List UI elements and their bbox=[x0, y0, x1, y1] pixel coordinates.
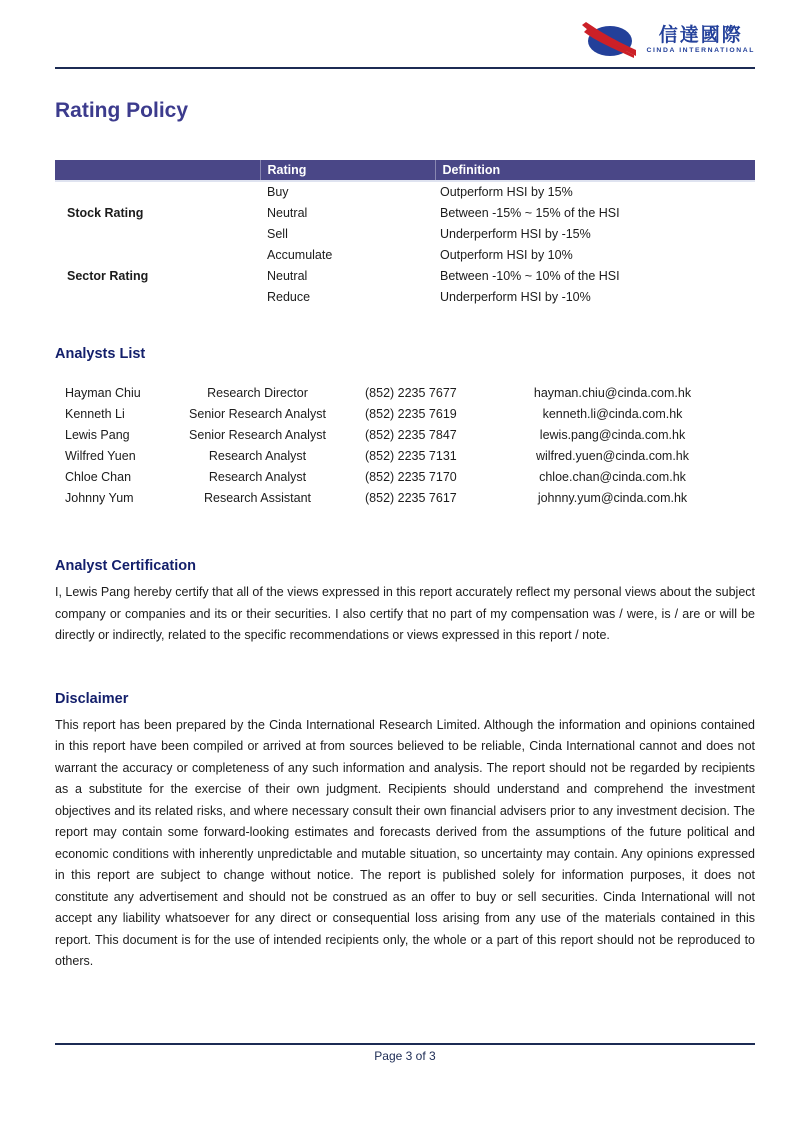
definition-cell: Between -10% ~ 10% of the HSI bbox=[440, 268, 620, 283]
analyst-name: Lewis Pang bbox=[65, 427, 130, 442]
analyst-name: Chloe Chan bbox=[65, 469, 132, 484]
analyst-row bbox=[55, 424, 755, 445]
analyst-row bbox=[55, 382, 755, 403]
page-title: Rating Policy bbox=[55, 99, 189, 122]
analyst-email: lewis.pang@cinda.com.hk bbox=[539, 427, 686, 442]
definition-cell: Underperform HSI by -10% bbox=[440, 289, 591, 304]
page-number: Page 3 of 3 bbox=[374, 1049, 436, 1063]
analyst-role: Senior Research Analyst bbox=[189, 406, 326, 421]
logo-chinese-text: 信達國際 bbox=[658, 24, 743, 46]
rating-table-header-row bbox=[55, 160, 755, 181]
rating-cell: Neutral bbox=[267, 205, 308, 220]
analyst-name: Kenneth Li bbox=[65, 406, 125, 421]
analyst-name: Wilfred Yuen bbox=[65, 448, 136, 463]
definition-cell: Between -15% ~ 15% of the HSI bbox=[440, 205, 620, 220]
analyst-email: hayman.chiu@cinda.com.hk bbox=[533, 385, 692, 400]
analyst-phone: (852) 2235 7170 bbox=[365, 469, 457, 484]
header-divider bbox=[55, 67, 755, 69]
definition-cell: Outperform HSI by 15% bbox=[440, 185, 573, 199]
rating-header-empty bbox=[55, 160, 260, 181]
analyst-phone: (852) 2235 7847 bbox=[365, 427, 457, 442]
certification-title: Analyst Certification bbox=[55, 558, 196, 574]
page-content bbox=[55, 99, 755, 973]
analyst-row bbox=[55, 487, 755, 508]
analyst-row bbox=[55, 403, 755, 424]
analyst-email: johnny.yum@cinda.com.hk bbox=[537, 490, 688, 505]
rating-header-rating: Rating bbox=[260, 160, 435, 181]
analysts-table bbox=[55, 382, 755, 508]
rating-cell: Accumulate bbox=[267, 247, 333, 262]
rating-policy-table bbox=[55, 160, 755, 307]
analysts-list-title: Analysts List bbox=[55, 346, 146, 362]
cinda-logo-icon bbox=[580, 20, 638, 60]
analyst-name: Hayman Chiu bbox=[65, 385, 141, 400]
analyst-role: Research Assistant bbox=[204, 490, 311, 505]
rating-cell: Buy bbox=[267, 185, 289, 199]
disclaimer-section bbox=[55, 691, 755, 973]
analyst-email: chloe.chan@cinda.com.hk bbox=[539, 469, 686, 484]
analyst-row bbox=[55, 466, 755, 487]
analyst-phone: (852) 2235 7619 bbox=[365, 406, 457, 421]
cinda-logo bbox=[580, 20, 755, 60]
certification-section bbox=[55, 558, 755, 647]
definition-cell: Outperform HSI by 10% bbox=[440, 247, 573, 262]
analyst-name: Johnny Yum bbox=[65, 490, 134, 505]
logo-english-text: CINDA INTERNATIONAL bbox=[646, 46, 755, 54]
footer-divider bbox=[55, 1043, 755, 1045]
analyst-role: Research Director bbox=[207, 385, 308, 400]
analyst-role: Research Analyst bbox=[208, 448, 307, 463]
rating-cell: Sell bbox=[267, 226, 288, 241]
definition-cell: Underperform HSI by -15% bbox=[440, 226, 591, 241]
rating-cell: Reduce bbox=[267, 289, 311, 304]
stock-rating-label: Stock Rating bbox=[67, 206, 144, 220]
analyst-phone: (852) 2235 7677 bbox=[365, 385, 457, 400]
rating-header-definition: Definition bbox=[435, 160, 755, 181]
table-row bbox=[55, 244, 755, 265]
rating-cell: Neutral bbox=[267, 268, 308, 283]
analysts-section bbox=[55, 346, 755, 508]
sector-rating-label: Sector Rating bbox=[67, 268, 149, 283]
analyst-email: kenneth.li@cinda.com.hk bbox=[542, 406, 683, 421]
analyst-role: Research Analyst bbox=[208, 469, 307, 484]
table-row bbox=[55, 181, 755, 202]
disclaimer-body: This report has been prepared by the Cinda International Research Limited. Although the information and opinions contained in this report have been compiled or arrived at from sources believed to be reliable, Cinda International cannot and does not warrant the accuracy or completeness of any such information and analysis. The report should not be regarded by recipients as a substitute for the exercise of their own judgment. Recipients should understand and comprehend the investment objectives and its related risks, and where necessary consult their own financial advisers prior to any investment decision. The report may contain some forward-looking estimates and forecasts derived from the assumptions of the future political and economic conditions with inherently unpredictable and mutable situation, so uncertainty may contain. Any opinions expressed in this report are subject to change without notice. The report is published solely for information purposes, it does not constitute any advertisement and should not be construed as an offer to buy or sell securities. Cinda International will not accept any liability whatsoever for any direct or consequential loss arising from any use of the materials contained in this report. This document is for the use of intended recipients only, the whole or a part of this report should not be reproduced to others. bbox=[55, 717, 755, 968]
analyst-row bbox=[55, 445, 755, 466]
analyst-email: wilfred.yuen@cinda.com.hk bbox=[535, 448, 690, 463]
analyst-role: Senior Research Analyst bbox=[189, 427, 326, 442]
certification-body: I, Lewis Pang hereby certify that all of the views expressed in this report accurately reflect my personal views about the subject company or companies and its or their securities. I also certify that no part of my compensation was / were, is / are or will be directly or indirectly, related to the specific recommendations or views expressed in this report / note. bbox=[55, 585, 755, 642]
disclaimer-title: Disclaimer bbox=[55, 690, 129, 707]
analyst-phone: (852) 2235 7617 bbox=[365, 490, 457, 505]
page-header bbox=[55, 0, 755, 69]
analyst-phone: (852) 2235 7131 bbox=[365, 448, 457, 463]
page-footer bbox=[55, 1043, 755, 1063]
